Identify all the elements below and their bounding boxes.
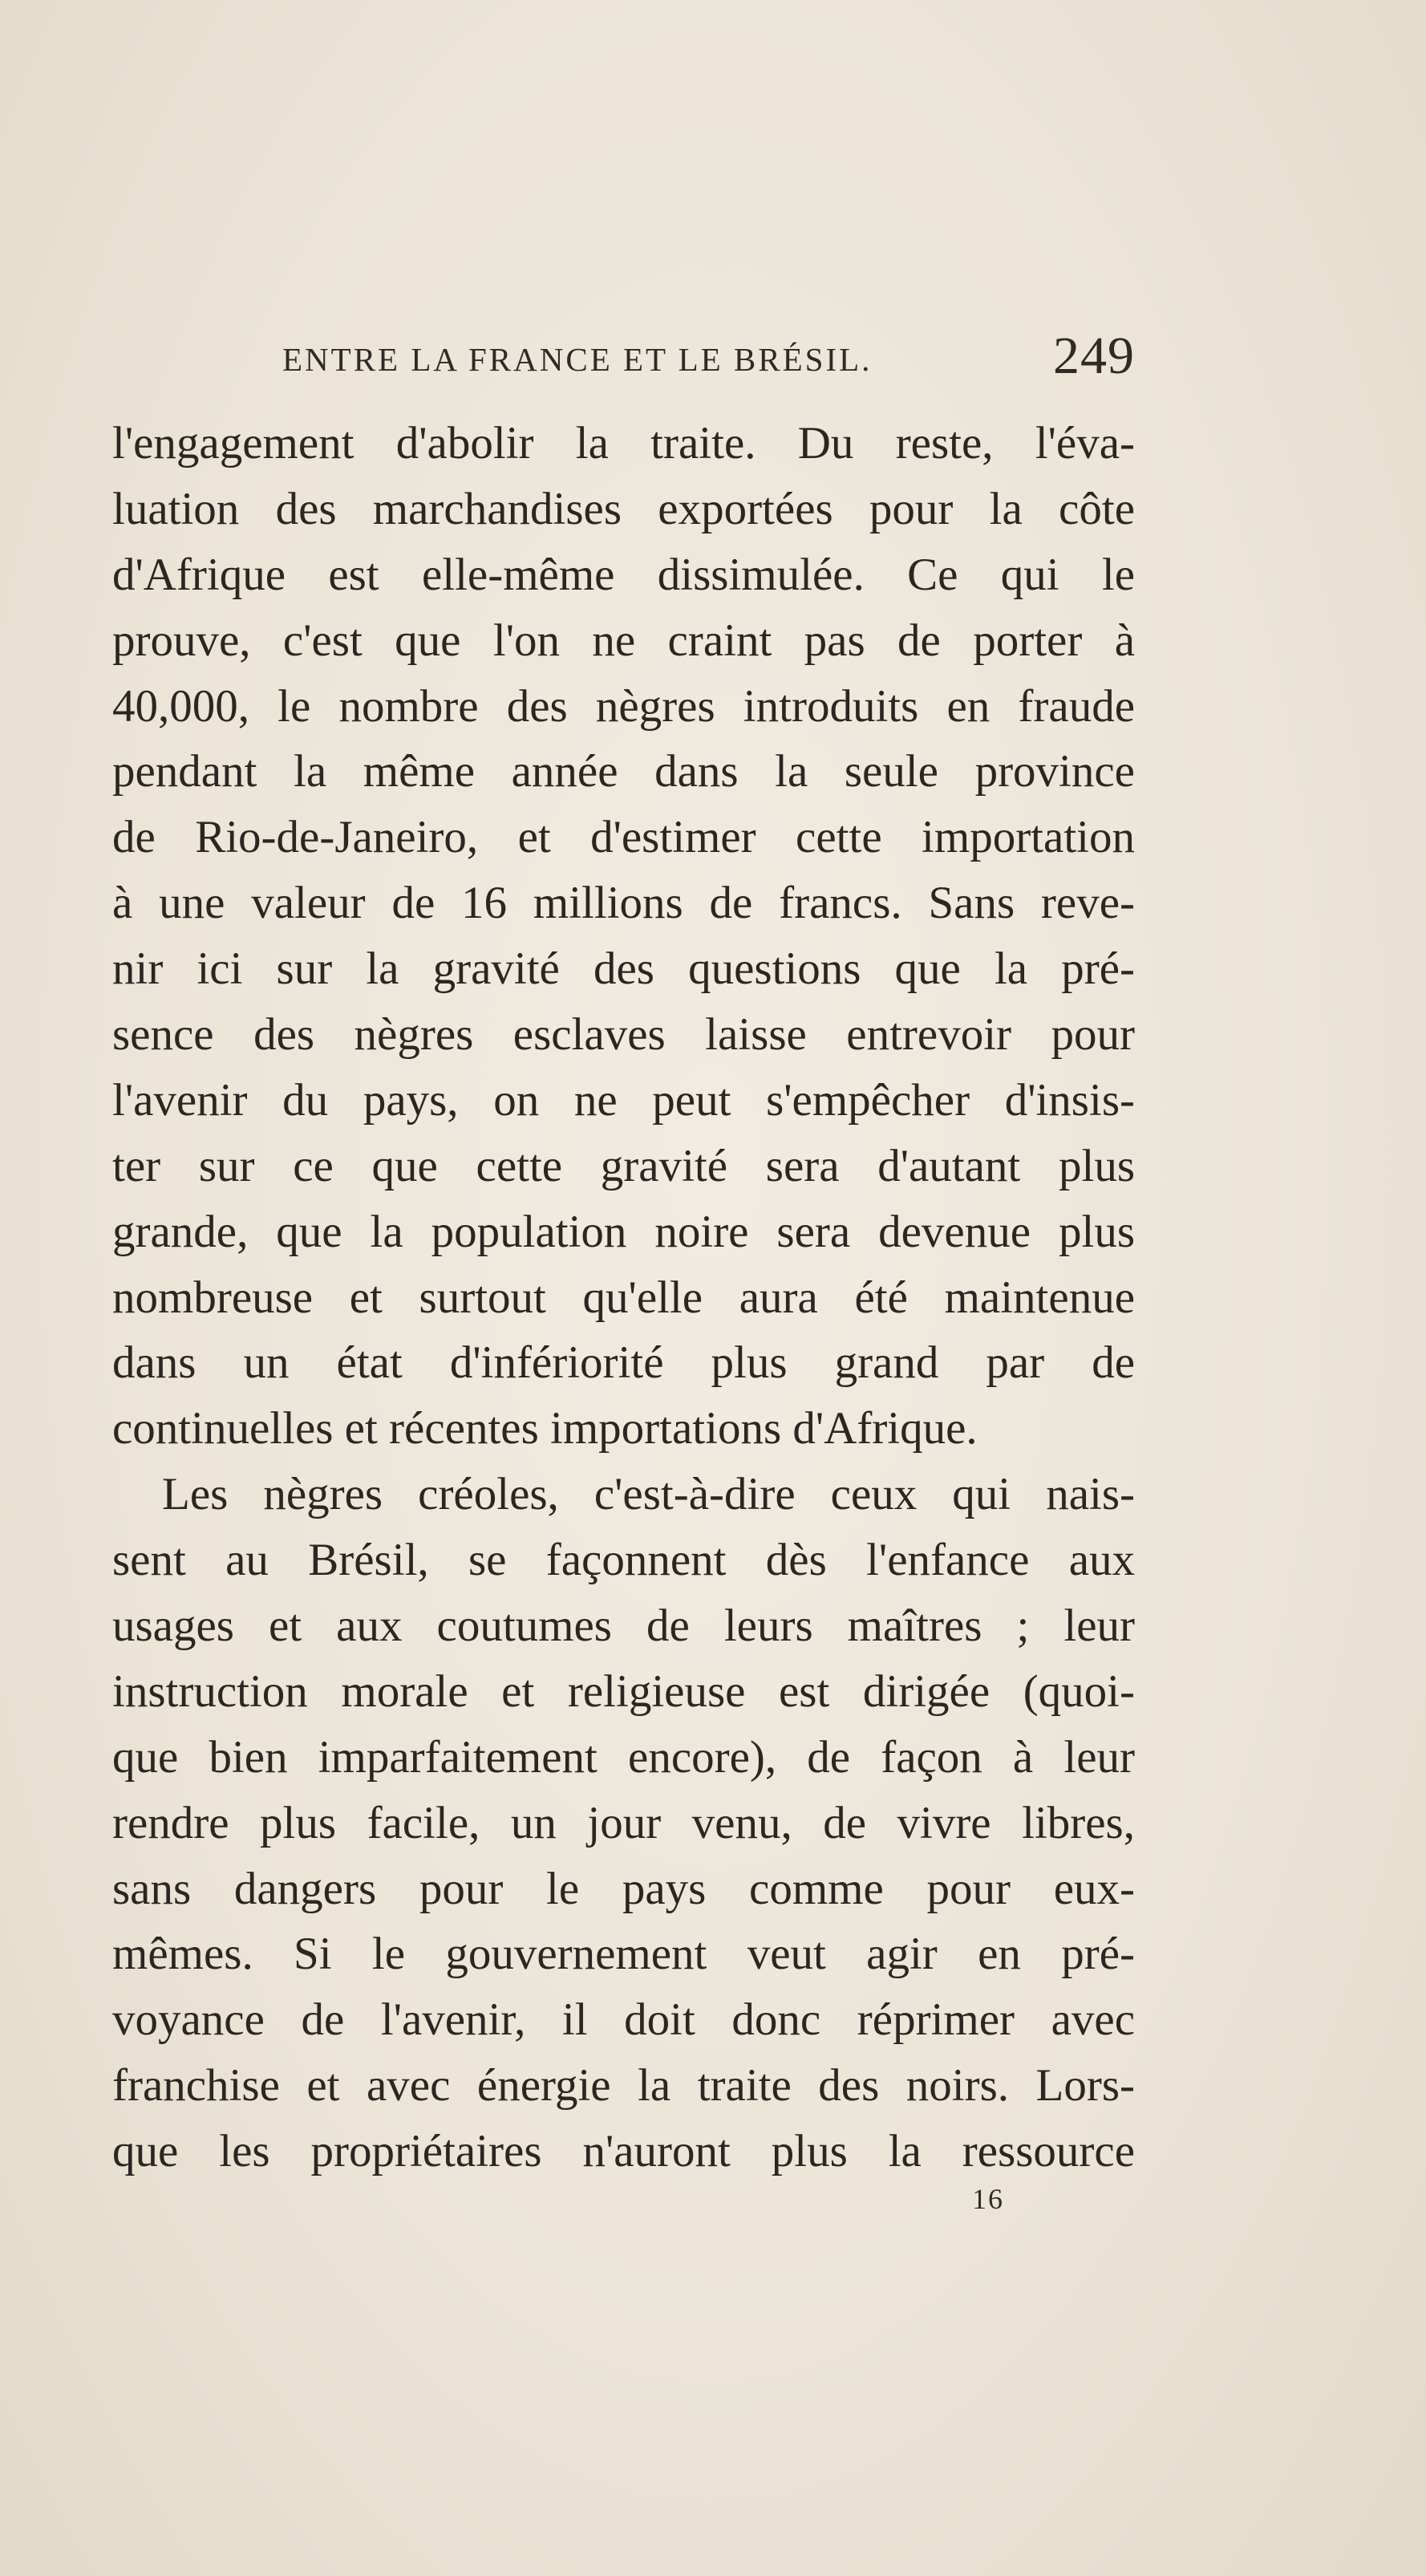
text-line: l'avenir du pays, on ne peut s'empêcher d'insis-	[112, 1074, 1135, 1126]
text-line: grande, que la population noire sera devenue plus	[112, 1206, 1135, 1257]
text-line: de Rio-de-Janeiro, et d'estimer cette importation	[112, 812, 1135, 863]
text-line: franchise et avec énergie la traite des noirs. Lors-	[112, 2060, 1135, 2112]
text-line: d'Afrique est elle-même dissimulée. Ce qui le	[112, 549, 1135, 600]
text-line: sent au Brésil, se façonnent dès l'enfance aux	[112, 1535, 1135, 1586]
text-line: nombreuse et surtout qu'elle aura été maintenue	[112, 1272, 1135, 1323]
page-header	[112, 319, 1135, 400]
text-line: à une valeur de 16 millions de francs. Sans reve-	[112, 878, 1135, 929]
text-line: sence des nègres esclaves laisse entrevoir pour	[112, 1009, 1135, 1061]
page-number: 249	[1053, 327, 1135, 385]
paragraph-end-line: continuelles et récentes importations d'Afrique.	[112, 1403, 978, 1454]
body-text	[112, 411, 1135, 2185]
text-line: 40,000, le nombre des nègres introduits en fraude	[112, 680, 1135, 732]
text-line: sans dangers pour le pays comme pour eux-	[112, 1863, 1135, 1914]
text-line: voyance de l'avenir, il doit donc réprimer avec	[112, 1994, 1135, 2046]
running-title: ENTRE LA FRANCE ET LE BRÉSIL.	[282, 341, 873, 378]
text-line: luation des marchandises exportées pour la côte	[112, 483, 1135, 534]
text-line: instruction morale et religieuse est dirigée (quoi-	[112, 1665, 1135, 1717]
text-line: nir ici sur la gravité des questions que la pré-	[112, 943, 1135, 995]
text-line: pendant la même année dans la seule province	[112, 746, 1135, 797]
text-line: que bien imparfaitement encore), de façon à leur	[112, 1731, 1135, 1783]
text-line: que les propriétaires n'auront plus la ressource	[112, 2126, 1135, 2177]
text-line: mêmes. Si le gouvernement veut agir en pré-	[112, 1929, 1135, 1980]
signature-mark: 16	[972, 2183, 1004, 2215]
text-line: l'engagement d'abolir la traite. Du reste, l'éva-	[112, 418, 1135, 469]
text-line: usages et aux coutumes de leurs maîtres ; leur	[112, 1600, 1135, 1652]
text-line: prouve, c'est que l'on ne craint pas de porter à	[112, 615, 1135, 666]
text-line: ter sur ce que cette gravité sera d'autant plus	[112, 1140, 1135, 1191]
text-line: rendre plus facile, un jour venu, de vivre libres,	[112, 1797, 1135, 1848]
paragraph-start-line: Les nègres créoles, c'est-à-dire ceux qui nais-	[162, 1469, 1135, 1520]
text-line: dans un état d'infériorité plus grand par de	[112, 1337, 1135, 1389]
